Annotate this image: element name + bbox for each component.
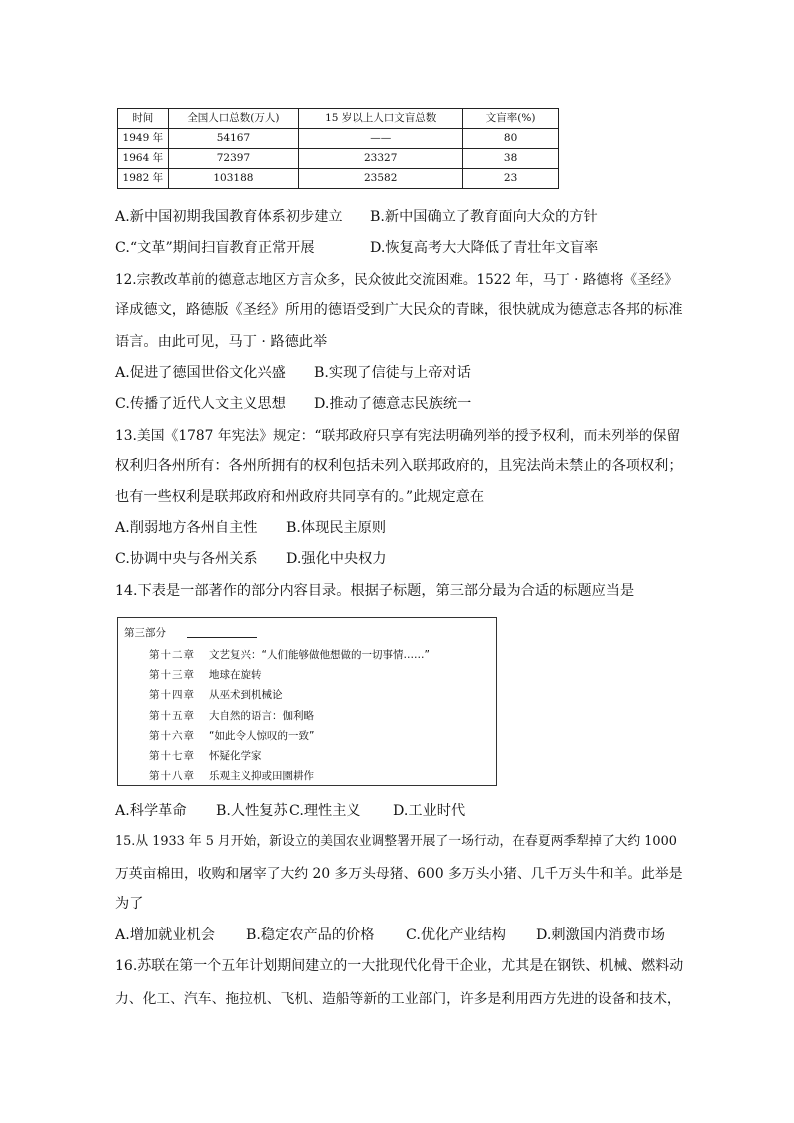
table-cell: 54167: [168, 129, 299, 149]
q13-option-a: A.削弱地方各州自主性: [115, 520, 258, 536]
q13-stem-line: 13.美国《1787 年宪法》规定：“联邦政府只享有宪法明确列举的授予权利，而未列举的保留: [115, 428, 681, 444]
q14-option-a: A.科学革命: [115, 803, 187, 819]
chapter-item: [149, 708, 314, 723]
q11-option-a: A.新中国初期我国教育体系初步建立: [115, 209, 343, 225]
q14-option-c: C.理性主义: [289, 803, 361, 819]
q12-stem-line: 语言。由此可见，马丁 · 路德此举: [115, 334, 328, 350]
chapter-title: 文艺复兴：“人们能够做他想做的一切事情……”: [209, 649, 430, 661]
chapter-title: 从巫术到机械论: [209, 689, 283, 701]
table-row: [118, 169, 559, 189]
chapter-number: 第十六章: [149, 730, 195, 742]
table-cell: 23582: [299, 169, 463, 189]
q14-option-d: D.工业时代: [393, 803, 466, 819]
chapter-item: [149, 687, 283, 702]
q13-stem-line: 权利归各州所有：各州所拥有的权利包括未列入联邦政府的，且宪法尚未禁止的各项权利；: [115, 458, 683, 474]
q12-stem-line: 译成德文，路德版《圣经》所用的德语受到广大民众的青睐，很快就成为德意志各邦的标准: [115, 302, 683, 318]
table-cell: 1982 年: [118, 169, 169, 189]
q12-option-d: D.推动了德意志民族统一: [314, 396, 472, 412]
table-row: [118, 129, 559, 149]
q12-stem-line: 12.宗教改革前的德意志地区方言众多，民众彼此交流困难。1522 年，马丁 · 路德将《圣经》: [115, 272, 678, 288]
table-of-contents-box: [117, 617, 497, 786]
q11-option-b: B.新中国确立了教育面向大众的方针: [370, 209, 598, 225]
part-label: 第三部分: [124, 627, 166, 639]
table-cell: 23: [463, 169, 559, 189]
chapter-number: 第十四章: [149, 689, 195, 701]
q13-option-b: B.体现民主原则: [286, 520, 387, 536]
table-header-cell: 全国人口总数(万人): [168, 109, 299, 129]
q15-stem-line: 万英亩棉田，收购和屠宰了大约 20 多万头母猪、600 多万头小猪、几千万头牛和羊。此举是: [115, 866, 683, 882]
chapter-title: 地球在旋转: [209, 669, 262, 681]
q11-option-c: C.“文革”期间扫盲教育正常开展: [115, 240, 315, 256]
q14-option-b: B.人性复苏: [216, 803, 288, 819]
q12-option-a: A.促进了德国世俗文化兴盛: [115, 365, 286, 381]
q11-option-d: D.恢复高考大大降低了青壮年文盲率: [370, 240, 599, 256]
table-cell: 1964 年: [118, 149, 169, 169]
q13-option-c: C.协调中央与各州关系: [115, 551, 258, 567]
table-cell: ——: [299, 129, 463, 149]
q15-stem-line: 15.从 1933 年 5 月开始，新设立的美国农业调整署开展了一场行动，在春夏两季犁掉了大约 1000: [115, 834, 677, 849]
table-header-cell: 文盲率(%): [463, 109, 559, 129]
chapter-item: [149, 667, 262, 682]
chapter-number: 第十三章: [149, 669, 195, 681]
chapter-title: 大自然的语言：伽利略: [209, 710, 314, 722]
q15-option-b: B.稳定农产品的价格: [246, 927, 375, 943]
chapter-item: [149, 748, 262, 763]
q14-stem-line: 14.下表是一部著作的部分内容目录。根据子标题，第三部分最为合适的标题应当是: [115, 583, 635, 599]
table-cell: 80: [463, 129, 559, 149]
table-header-cell: 15 岁以上人口文盲总数: [299, 109, 463, 129]
table-cell: 72397: [168, 149, 299, 169]
chapter-title: 乐观主义抑或田園耕作: [209, 770, 314, 782]
table-cell: 23327: [299, 149, 463, 169]
table-header-cell: 时间: [118, 109, 169, 129]
table-cell: 103188: [168, 169, 299, 189]
chapter-number: 第十八章: [149, 770, 195, 782]
q16-stem-line: 力、化工、汽车、拖拉机、飞机、造船等新的工业部门，许多是利用西方先进的设备和技术，: [115, 991, 681, 1007]
q15-option-d: D.刺激国内消费市场: [536, 927, 665, 943]
chapter-number: 第十五章: [149, 710, 195, 722]
literacy-data-table: [117, 108, 559, 189]
table-cell: 38: [463, 149, 559, 169]
chapter-item: [149, 647, 430, 662]
q13-option-d: D.强化中央权力: [286, 551, 387, 567]
title-blank: [187, 637, 257, 638]
chapter-number: 第十二章: [149, 649, 195, 661]
q12-option-b: B.实现了信徒与上帝对话: [314, 365, 471, 381]
q15-option-c: C.优化产业结构: [406, 927, 506, 943]
chapter-item: [149, 768, 314, 783]
table-cell: 1949 年: [118, 129, 169, 149]
table-row: [118, 149, 559, 169]
chapter-item: [149, 728, 314, 743]
chapter-title: 怀疑化学家: [209, 750, 262, 762]
q15-option-a: A.增加就业机会: [115, 927, 215, 943]
q12-option-c: C.传播了近代人文主义思想: [115, 396, 286, 412]
chapter-title: “如此令人惊叹的一致”: [209, 730, 315, 742]
chapter-number: 第十七章: [149, 750, 195, 762]
table-header-row: [118, 109, 559, 129]
q13-stem-line: 也有一些权利是联邦政府和州政府共同享有的。”此规定意在: [115, 489, 485, 505]
q15-stem-line: 为了: [115, 896, 144, 912]
q16-stem-line: 16.苏联在第一个五年计划期间建立的一大批现代化骨干企业，尤其是在钢铁、机械、燃料动: [115, 958, 684, 974]
